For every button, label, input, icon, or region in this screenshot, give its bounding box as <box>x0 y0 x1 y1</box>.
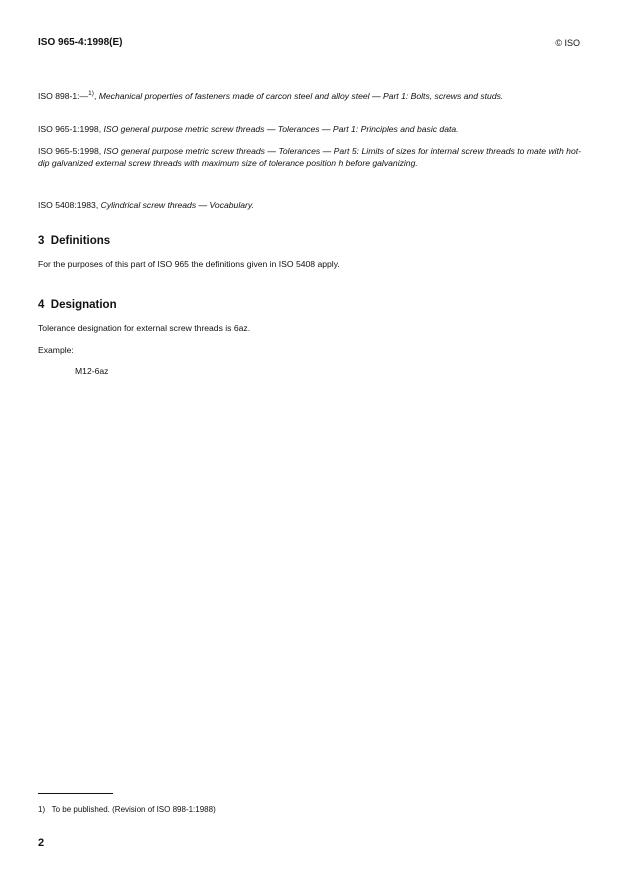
document-id: ISO 965-4:1998(E) <box>38 37 123 48</box>
reference-iso-5408: ISO 5408:1983, Cylindrical screw threads — Vocabulary. <box>38 200 254 210</box>
section-3-text: For the purposes of this part of ISO 965 the definitions given in ISO 5408 apply. <box>38 259 340 269</box>
reference-iso-965-5: ISO 965-5:1998, ISO general purpose metric screw threads — Tolerances — Part 5: Limits of sizes for internal screw threads to mate with hot-dip galvanized external screw threads with maximum size of tolerance position h before galvanizing. <box>38 146 581 168</box>
footnote: 1) To be published. (Revision of ISO 898-1:1988) <box>38 805 216 814</box>
section-4-heading: 4 Designation <box>38 299 117 311</box>
section-4-text: Tolerance designation for external screw threads is 6az. <box>38 323 251 333</box>
reference-iso-898-1: ISO 898-1:—$^{1)}$, Mechanical properties of fasteners made of carcon steel and alloy steel — Part 1: Bolts, screws and studs. <box>38 90 504 101</box>
section-3-heading: 3 Definitions <box>38 235 111 247</box>
copyright: © ISO <box>555 38 580 48</box>
example-value: M12-6az <box>75 366 109 376</box>
footnote-mark: 1) <box>88 90 94 97</box>
footnote-rule <box>38 793 113 794</box>
page-number: 2 <box>38 837 45 849</box>
example-label: Example: <box>38 345 74 355</box>
reference-iso-965-1: ISO 965-1:1998, ISO general purpose metric screw threads — Tolerances — Part 1: Principles and basic data. <box>38 124 459 134</box>
